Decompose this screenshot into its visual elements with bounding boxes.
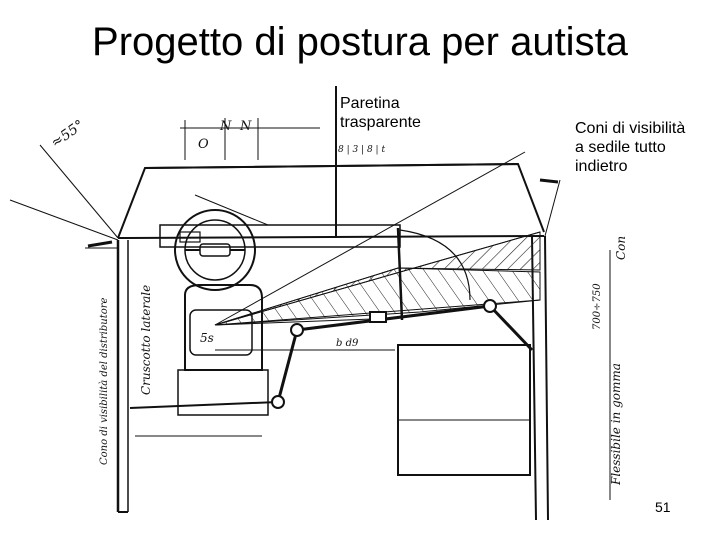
n-mark-2: N (240, 119, 252, 134)
cruscotto-annotation: Cruscotto laterale (139, 284, 153, 395)
cono-annotation: Cono di visibilità del distributore (99, 297, 110, 465)
con-annotation: Con (614, 235, 628, 260)
o-mark: O (198, 137, 209, 152)
dim-bottom-annotation: b d9 (336, 338, 359, 349)
ss-mark: 5s (200, 331, 214, 345)
angle-annotation: ≈55° (48, 117, 88, 152)
n-mark-1: N (220, 119, 232, 134)
page-number: 51 (655, 499, 671, 515)
right-console (398, 345, 530, 475)
slide-title: Progetto di postura per autista (92, 20, 628, 64)
paretina-label: Paretina trasparente (340, 95, 421, 131)
coni-visibilita-label: Coni di visibilità a sedile tutto indietro (575, 120, 686, 175)
dim-top-annotation: 8 | 3 | 8 | t (338, 145, 386, 155)
flessibile-annotation: Flessibile in gomma (609, 363, 623, 485)
steering-wheel (175, 210, 255, 290)
dim-700-annotation: 700÷750 (592, 283, 603, 330)
